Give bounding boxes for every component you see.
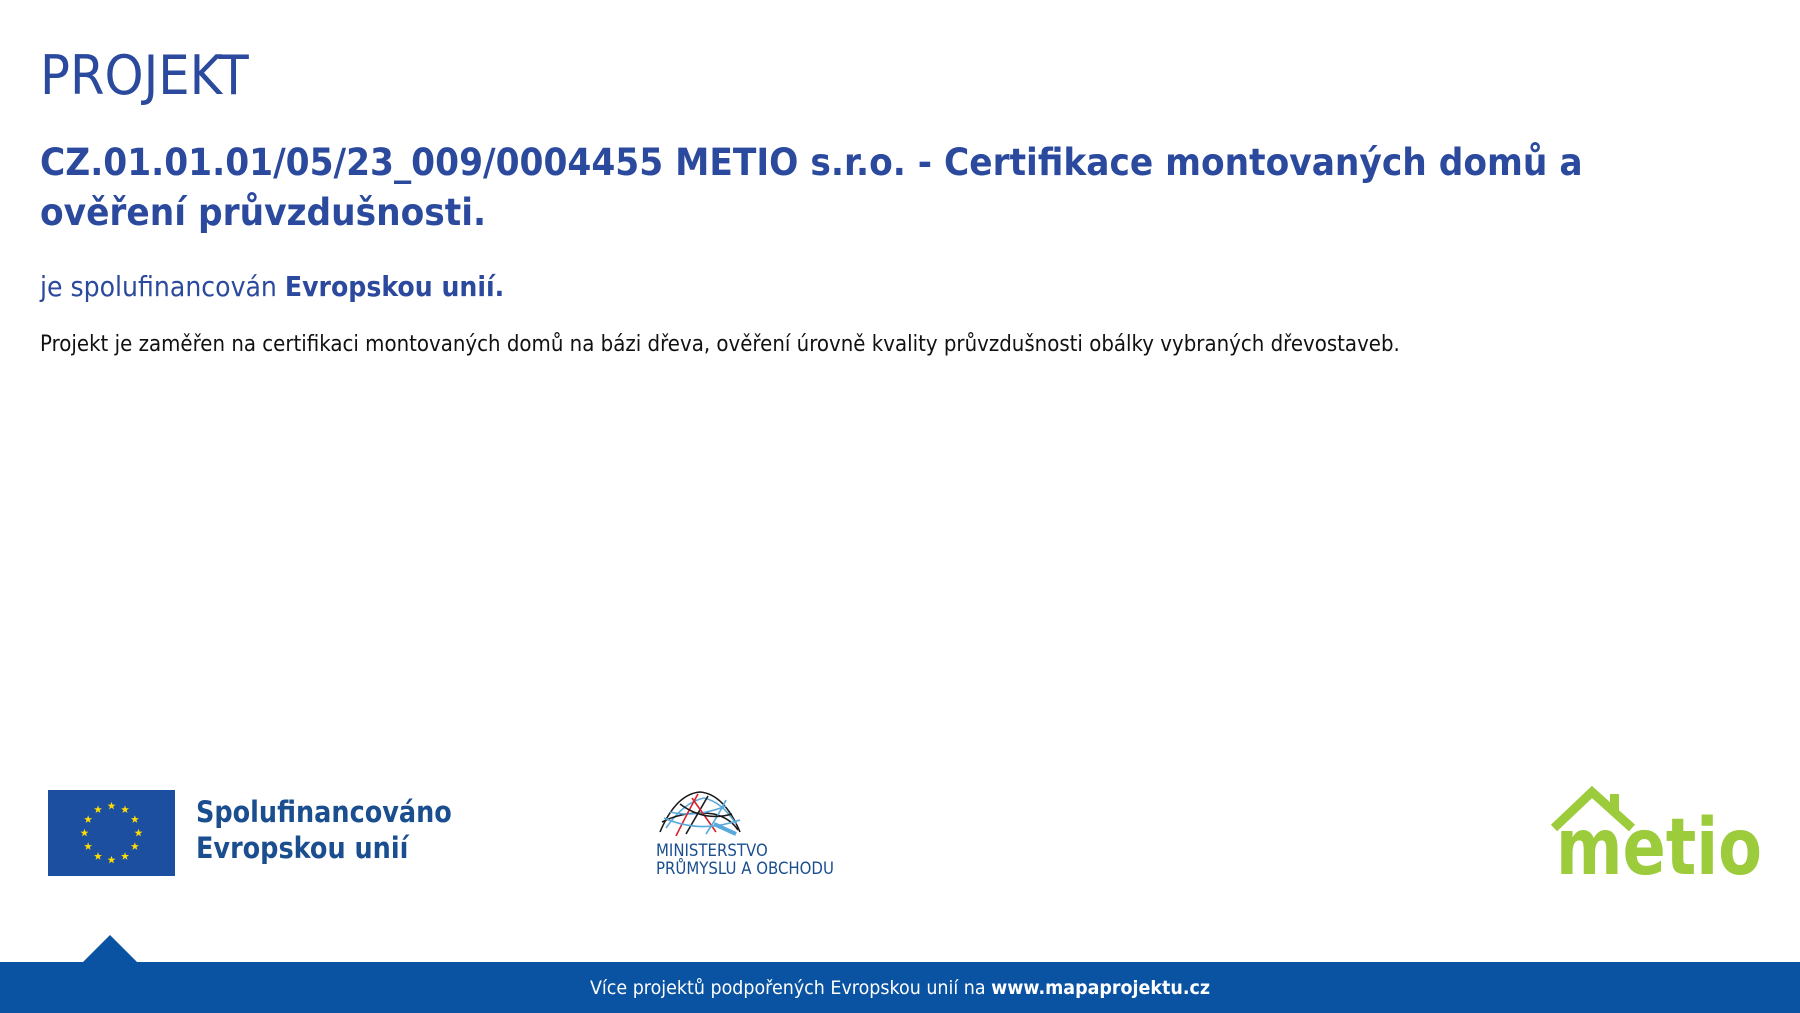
eu-star-icon: [84, 815, 92, 823]
eu-logo-text: [196, 794, 452, 866]
ministry-logo-text: [656, 842, 834, 878]
cofinanced-prefix: je spolufinancován: [40, 270, 277, 303]
eu-star-icon: [94, 805, 102, 813]
footer-text: [590, 977, 1210, 999]
footer-notch: [82, 935, 138, 963]
ministry-globe-icon: [656, 788, 746, 840]
eu-star-icon: [81, 829, 89, 837]
footer-link[interactable]: www.mapaprojektu.cz: [991, 976, 1211, 999]
metio-house-icon: [1550, 788, 1766, 893]
page-heading: PROJEKT: [40, 44, 249, 107]
eu-cofinanced-logo: [48, 790, 452, 876]
eu-star-icon: [121, 852, 129, 860]
eu-star-icon: [131, 815, 139, 823]
eu-flag-icon: [48, 790, 175, 876]
metio-wordmark: metio: [1556, 803, 1762, 893]
eu-star-icon: [108, 856, 116, 864]
eu-star-icon: [94, 852, 102, 860]
project-description: Projekt je zaměřen na certifikaci montovaných domů na bázi dřeva, ověření úrovně kvality průvzdušnosti obálky vybraných dřevostaveb.: [40, 332, 1400, 357]
eu-star-icon: [131, 842, 139, 850]
eu-star-icon: [121, 805, 129, 813]
eu-logo-line2: Evropskou unií: [196, 831, 409, 865]
eu-star-icon: [84, 842, 92, 850]
project-title: CZ.01.01.01/05/23_009/0004455 METIO s.r.o. - Certifikace montovaných domů a ověření průvzdušnosti.: [40, 141, 1583, 234]
footer-bar: [0, 962, 1800, 1013]
eu-star-icon: [108, 802, 116, 810]
eu-logo-line1: Spolufinancováno: [196, 795, 452, 829]
footer-prefix: Více projektů podpořených Evropskou unií na: [589, 976, 986, 999]
ministry-logo-line2: PRŮMYSLU A OBCHODU: [656, 859, 834, 879]
cofinanced-statement: [40, 270, 504, 303]
cofinanced-eu: Evropskou unií.: [284, 270, 505, 303]
ministry-logo: [654, 788, 854, 880]
eu-star-icon: [135, 829, 143, 837]
metio-logo: [1550, 788, 1766, 893]
ministry-logo-line1: MINISTERSTVO: [656, 841, 768, 861]
